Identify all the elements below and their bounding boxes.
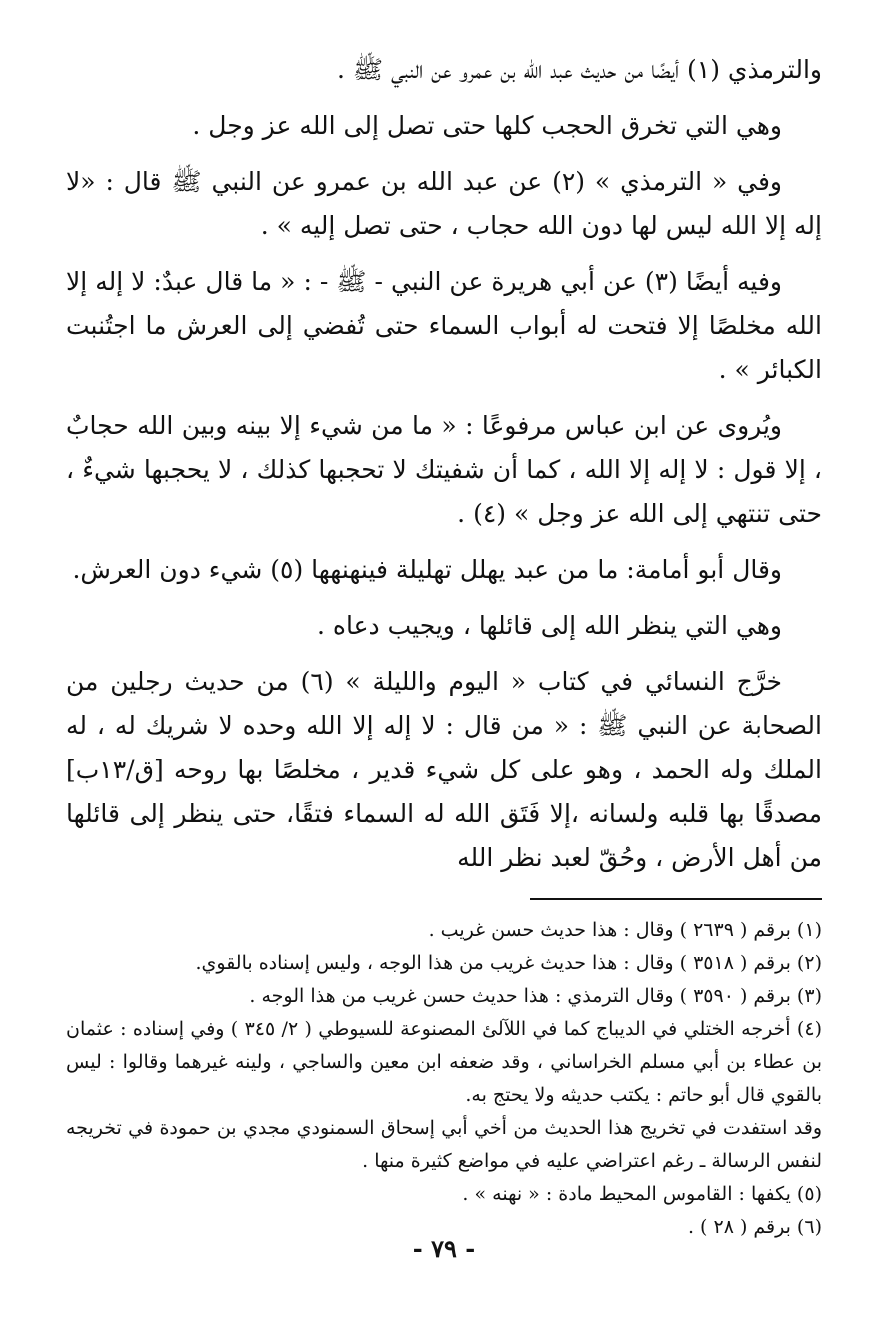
paragraph: والترمذي (١) أيضًا من حديث عبد الله بن عمرو عن النبي ﷺ .	[336, 55, 822, 84]
footnote: (٦) برقم ( ٢٨ ) .	[687, 1216, 822, 1238]
paragraph: خرَّج النسائي في كتاب « اليوم والليلة » (٦) من حديث رجلين من الصحابة عن النبي ﷺ : « من قال : لا إله إلا الله وحده لا شريك له ، له الملك وله الحمد ، وهو على كل شيء قدير ، مخلصًا بها روحه [ق/١٣ب] مصدقًا بها قلبه ولسانه ،إلا فَتَق الله له السماء فتقًا، حتى ينظر إلى قائلها من أهل الأرض ، وحُقّ لعبد نظر الله	[66, 667, 822, 872]
paragraph: وقال أبو أمامة: ما من عبد يهلل تهليلة فينهنهها (٥) شيء دون العرش.	[72, 555, 782, 584]
footnotes	[66, 914, 822, 1244]
footnote: وقد استفدت في تخريج هذا الحديث من أخي أبي إسحاق السمنودي مجدي بن حمودة في تخريجه لنفس الرسالة ـ رغم اعتراضي عليه في مواضع كثيرة منها .	[66, 1117, 822, 1172]
footnote: (٣) برقم ( ٣٥٩٠ ) وقال الترمذي : هذا حديث حسن غريب من هذا الوجه .	[249, 985, 822, 1007]
paragraph: وهي التي ينظر الله إلى قائلها ، ويجيب دعاه .	[317, 611, 782, 640]
page-number: - ٧٩ -	[412, 1234, 476, 1263]
footnote: (٥) يكفها : القاموس المحيط مادة : « نهنه » .	[462, 1183, 822, 1205]
paragraph: وهي التي تخرق الحجب كلها حتى تصل إلى الله عز وجل .	[192, 111, 782, 140]
footnote-separator	[530, 898, 822, 900]
main-text	[66, 48, 822, 880]
paragraph: وفيه أيضًا (٣) عن أبي هريرة عن النبي - ﷺ - : « ما قال عبدٌ: لا إله إلا الله مخلصًا إلا فتحت له أبواب السماء حتى تُفضي إلى العرش ما اجتُنبت الكبائر » .	[66, 267, 822, 384]
footnote: (٤) أخرجه الختلي في الديباج كما في اللآلئ المصنوعة للسيوطي ( ٢/ ٣٤٥ ) وفي إسناده : عثمان بن عطاء بن أبي مسلم الخراساني ، وقد ضعفه ابن معين والساجي ، ولينه غيرهما وقالوا : ليس بالقوي قال أبو حاتم : يكتب حديثه ولا يحتج به.	[66, 1018, 822, 1106]
footnote: (٢) برقم ( ٣٥١٨ ) وقال : هذا حديث غريب من هذا الوجه ، وليس إسناده بالقوي.	[195, 952, 822, 974]
footnote: (١) برقم ( ٢٦٣٩ ) وقال : هذا حديث حسن غريب .	[428, 919, 822, 941]
paragraph: وفي « الترمذي » (٢) عن عبد الله بن عمرو عن النبي ﷺ قال : «لا إله إلا الله ليس لها دون الله حجاب ، حتى تصل إليه » .	[66, 167, 822, 240]
paragraph: ويُروى عن ابن عباس مرفوعًا : « ما من شيء إلا بينه وبين الله حجابٌ ، إلا قول : لا إله إلا الله ، كما أن شفيتك لا تحجبها كذلك ، لا يحجبها شيءٌ ، حتى تنتهي إلى الله عز وجل » (٤) .	[66, 411, 822, 528]
